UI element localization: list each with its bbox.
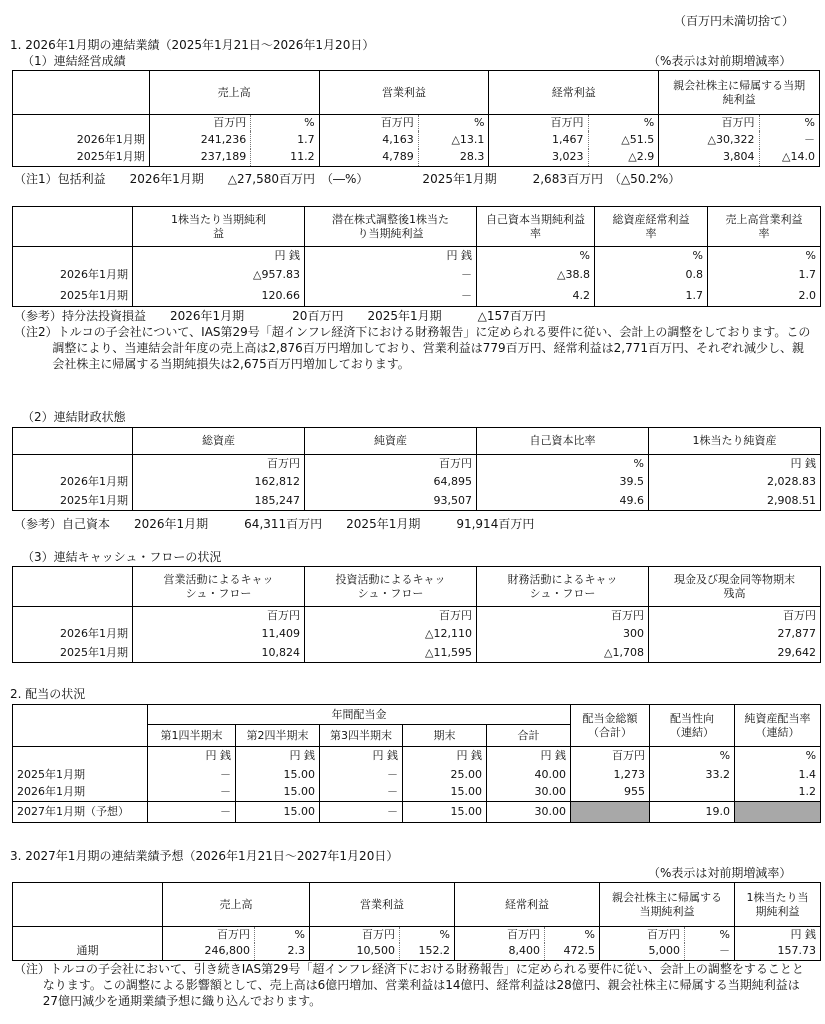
value-cell: 5,000	[648, 944, 680, 958]
header-eps: 1株当たり当期純利益	[746, 891, 809, 918]
cash-flow-table	[12, 566, 821, 663]
value-cell: △30,322	[707, 132, 755, 146]
value-cell: 19.0	[650, 802, 735, 823]
value-cell: 472.5	[545, 943, 600, 961]
value-cell: 152.2	[400, 943, 455, 961]
header-bps: 1株当たり純資産	[692, 434, 777, 448]
section-2-title: 2. 配当の状況	[10, 687, 86, 701]
value-cell: －	[320, 802, 403, 823]
value-cell: △12,110	[305, 625, 477, 644]
unit-row	[13, 247, 821, 265]
unit-cell: %	[805, 248, 816, 262]
value-cell: 237,189	[200, 150, 247, 164]
header-payout-ratio: 配当性向（連結）	[650, 705, 735, 747]
unit-cell: 百万円	[133, 455, 305, 473]
value-cell: －	[305, 265, 477, 286]
unit-cell: %	[255, 927, 310, 943]
header-diluted-eps: 潜在株式調整後1株当たり当期純利益	[305, 207, 477, 247]
value-cell: 157.73	[777, 944, 816, 958]
value-cell: 40.00	[487, 766, 571, 784]
unit-cell: 百万円	[477, 607, 649, 625]
forecast-note: （注）トルコの子会社において、引き続きIAS第29号「超インフレ経済下における財務報告」に定められる要件に従い、会計上の調整をすることとなります。この調整による影響額として、売上高は6億円増加、営業利益は14億円、経常利益は28億円、親会社株主に帰属する当期純利益は27億円減少を通期業績予想に織り込んでおります。	[14, 962, 804, 1008]
value-cell: 1,467	[552, 132, 584, 146]
unit-cell: 百万円	[507, 927, 540, 941]
header-year-end: 期末	[403, 725, 487, 747]
unit-cell: %	[418, 115, 489, 131]
per-share-table	[12, 206, 821, 307]
table-row-forecast	[13, 802, 821, 823]
row-label: 通期	[13, 943, 163, 961]
header-financing-cf: 財務活動によるキャッシュ・フロー	[477, 567, 649, 607]
header-operating-income: 営業利益	[310, 883, 455, 927]
header-total-assets: 総資産	[133, 428, 305, 455]
value-cell: －	[320, 784, 403, 802]
unit-cell: %	[595, 247, 708, 265]
table-row	[13, 784, 821, 802]
unit-cell: 円 銭	[133, 247, 305, 265]
value-cell: 300	[477, 625, 649, 644]
unit-row	[13, 927, 821, 943]
unit-cell: 円 銭	[790, 927, 816, 941]
unit-cell: 百万円	[213, 115, 247, 129]
header-total: 合計	[487, 725, 571, 747]
value-cell: 27,877	[777, 627, 816, 641]
value-cell: 49.6	[477, 492, 649, 511]
dividend-table	[12, 704, 821, 823]
unit-cell: %	[477, 455, 649, 473]
header-ordinary-income: 経常利益	[455, 883, 600, 927]
table-row	[13, 492, 821, 511]
value-cell: 1.4	[798, 767, 817, 781]
value-cell: 246,800	[204, 944, 250, 958]
header-roa: 総資産経常利益率	[595, 207, 708, 247]
value-cell: △13.1	[418, 131, 489, 149]
header-ordinary-income: 経常利益	[489, 71, 659, 115]
unit-cell: 円 銭	[236, 747, 320, 766]
header-net-assets: 純資産	[305, 428, 477, 455]
row-label: 2026年1月期	[13, 625, 133, 644]
unit-cell: %	[650, 747, 735, 766]
value-cell: 120.66	[133, 286, 305, 307]
row-label: 2026年1月期	[13, 784, 148, 802]
value-cell: 28.3	[418, 149, 489, 167]
row-label: 2026年1月期	[13, 265, 133, 286]
table-row	[13, 644, 821, 663]
unit-cell: %	[759, 115, 820, 131]
value-cell: 2.0	[798, 288, 816, 302]
row-label: 2026年1月期	[13, 131, 150, 149]
value-cell: －	[148, 766, 236, 784]
subsection-2-title: （2）連結財政状態	[22, 410, 126, 424]
value-cell: 10,500	[356, 944, 395, 958]
value-cell: 185,247	[133, 492, 305, 511]
header-sales: 売上高	[163, 883, 310, 927]
value-cell: 15.00	[403, 802, 487, 823]
unit-note: （百万円未満切捨て）	[674, 14, 795, 28]
row-label: 2025年1月期	[13, 766, 148, 784]
header-cash-balance: 現金及び現金同等物期末残高	[674, 573, 795, 600]
value-cell: 3,804	[723, 150, 755, 164]
header-operating-cf: 営業活動によるキャッシュ・フロー	[133, 567, 305, 607]
header-doe: 純資産配当率（連結）	[744, 712, 811, 739]
header-q2: 第2四半期末	[236, 725, 320, 747]
value-cell: －	[305, 286, 477, 307]
unit-cell: 百万円	[305, 455, 477, 473]
value-cell: 11,409	[133, 625, 305, 644]
value-cell: 10,824	[133, 644, 305, 663]
row-label: 2025年1月期	[13, 286, 133, 307]
value-cell: △957.83	[133, 265, 305, 286]
header-q1: 第1四半期末	[148, 725, 236, 747]
header-empty	[13, 71, 150, 115]
table-row	[13, 766, 821, 784]
value-cell: －	[759, 131, 820, 149]
value-cell: 2,028.83	[767, 475, 816, 489]
unit-cell: 百万円	[380, 115, 414, 129]
unit-cell: 円 銭	[148, 747, 236, 766]
unit-cell: %	[588, 115, 659, 131]
value-cell: －	[320, 766, 403, 784]
value-cell: 1,273	[571, 766, 650, 784]
table-row	[13, 473, 821, 492]
header-net-income: 親会社株主に帰属する当期純利益	[673, 79, 806, 106]
header-equity-ratio: 自己資本比率	[477, 428, 649, 455]
value-cell: 241,236	[200, 132, 247, 146]
value-cell: 4,163	[382, 132, 414, 146]
subsection-3-title: （3）連結キャッシュ・フローの状況	[22, 550, 222, 564]
unit-cell: 百万円	[550, 115, 584, 129]
value-cell: 15.00	[403, 784, 487, 802]
unit-cell: %	[400, 927, 455, 943]
header-investing-cf: 投資活動によるキャッシュ・フロー	[305, 567, 477, 607]
row-label: 2027年1月期（予想）	[13, 802, 148, 823]
value-cell: －	[685, 943, 735, 961]
forecast-table	[12, 882, 821, 961]
unit-row	[13, 455, 821, 473]
unit-cell: %	[545, 927, 600, 943]
unit-cell: 百万円	[571, 747, 650, 766]
header-operating-income: 営業利益	[319, 71, 489, 115]
value-cell: 93,507	[305, 492, 477, 511]
pct-note: （%表示は対前期増減率）	[648, 54, 792, 68]
financial-position-table	[12, 427, 821, 511]
unit-cell: 円 銭	[320, 747, 403, 766]
value-cell: 2,908.51	[767, 493, 816, 507]
unit-cell: %	[685, 927, 735, 943]
ref-equity: （参考）自己資本 2026年1月期 64,311百万円 2025年1月期 91,914百万円	[14, 517, 535, 531]
operating-results-table	[12, 70, 820, 167]
value-cell: 25.00	[403, 766, 487, 784]
value-cell: △2.9	[588, 149, 659, 167]
note-comprehensive-income: （注1）包括利益 2026年1月期 △27,580百万円 （―%） 2025年1月期 2,683百万円 （△50.2%）	[14, 172, 681, 186]
value-cell: 30.00	[487, 802, 571, 823]
value-cell: 8,400	[508, 944, 540, 958]
header-margin: 売上高営業利益率	[725, 213, 803, 240]
value-cell: 1.7	[595, 286, 708, 307]
value-cell: 162,812	[133, 473, 305, 492]
header-sales: 売上高	[149, 71, 319, 115]
unit-cell: 円 銭	[487, 747, 571, 766]
value-cell: 64,895	[305, 473, 477, 492]
row-label: 2025年1月期	[13, 149, 150, 167]
unit-cell: 百万円	[721, 115, 755, 129]
header-eps: 1株当たり当期純利益	[133, 207, 305, 247]
unit-cell: 円 銭	[305, 247, 477, 265]
shaded-cell	[735, 802, 821, 823]
value-cell: －	[148, 802, 236, 823]
value-cell: 1.7	[251, 131, 319, 149]
table-row	[13, 625, 821, 644]
unit-cell: 百万円	[305, 607, 477, 625]
value-cell: 4,789	[382, 150, 414, 164]
unit-cell: 百万円	[647, 927, 680, 941]
value-cell: 1.7	[798, 268, 816, 282]
unit-cell: 百万円	[133, 607, 305, 625]
unit-row	[13, 115, 820, 131]
subsection-1-title: （1）連結経営成績	[22, 54, 126, 68]
section-1-title: 1. 2026年1月期の連結業績（2025年1月21日～2026年1月20日）	[10, 38, 375, 52]
forecast-pct-note: （%表示は対前期増減率）	[648, 866, 792, 880]
unit-cell: 百万円	[362, 927, 395, 941]
value-cell: 29,642	[777, 645, 816, 659]
table-row	[13, 265, 821, 286]
value-cell: 15.00	[236, 766, 320, 784]
ref-equity-method: （参考）持分法投資損益 2026年1月期 20百万円 2025年1月期 △157百万円	[14, 309, 546, 323]
unit-cell: 百万円	[217, 927, 250, 941]
header-annual-dividend: 年間配当金	[148, 705, 571, 725]
value-cell: △51.5	[588, 131, 659, 149]
shaded-cell	[571, 802, 650, 823]
table-row	[13, 131, 820, 149]
unit-cell: %	[251, 115, 319, 131]
value-cell: △38.8	[477, 265, 595, 286]
unit-row	[13, 607, 821, 625]
value-cell	[650, 784, 735, 802]
header-q3: 第3四半期末	[320, 725, 403, 747]
table-row	[13, 943, 821, 961]
table-row	[13, 149, 820, 167]
value-cell: 2.3	[255, 943, 310, 961]
value-cell: 0.8	[595, 265, 708, 286]
note-2: （注2）トルコの子会社について、IAS第29号「超インフレ経済下における財務報告」に定められる要件に従い、会計上の調整をしております。この調整により、当連結会計年度の売上高は2,876百万円増加しており、営業利益は779百万円、経常利益は2,771百万円、それぞれ減少し、親会社株主に帰属する当期純損失は2,675百万円増加しております。	[14, 325, 811, 371]
value-cell: △14.0	[759, 149, 820, 167]
value-cell: 30.00	[487, 784, 571, 802]
unit-row	[13, 747, 821, 766]
unit-cell: 百万円	[783, 608, 816, 622]
header-net-income: 親会社株主に帰属する当期純利益	[600, 883, 735, 927]
unit-cell: %	[477, 247, 595, 265]
unit-cell: 円 銭	[790, 456, 816, 470]
unit-cell: 円 銭	[403, 747, 487, 766]
row-label: 2025年1月期	[13, 644, 133, 663]
header-total-dividend: 配当金総額（合計）	[571, 705, 650, 747]
value-cell: 3,023	[552, 150, 584, 164]
value-cell: 955	[571, 784, 650, 802]
value-cell: 11.2	[251, 149, 319, 167]
value-cell: △11,595	[305, 644, 477, 663]
value-cell: 1.2	[798, 785, 817, 799]
value-cell: 15.00	[236, 784, 320, 802]
row-label: 2025年1月期	[13, 492, 133, 511]
value-cell: 39.5	[477, 473, 649, 492]
header-roe: 自己資本当期純利益率	[477, 207, 595, 247]
value-cell: 15.00	[236, 802, 320, 823]
value-cell: 33.2	[650, 766, 735, 784]
value-cell: 4.2	[477, 286, 595, 307]
value-cell: －	[148, 784, 236, 802]
unit-cell: %	[805, 749, 817, 763]
row-label: 2026年1月期	[13, 473, 133, 492]
section-3-title: 3. 2027年1月期の連結業績予想（2026年1月21日～2027年1月20日）	[10, 849, 399, 863]
table-row	[13, 286, 821, 307]
value-cell: △1,708	[477, 644, 649, 663]
